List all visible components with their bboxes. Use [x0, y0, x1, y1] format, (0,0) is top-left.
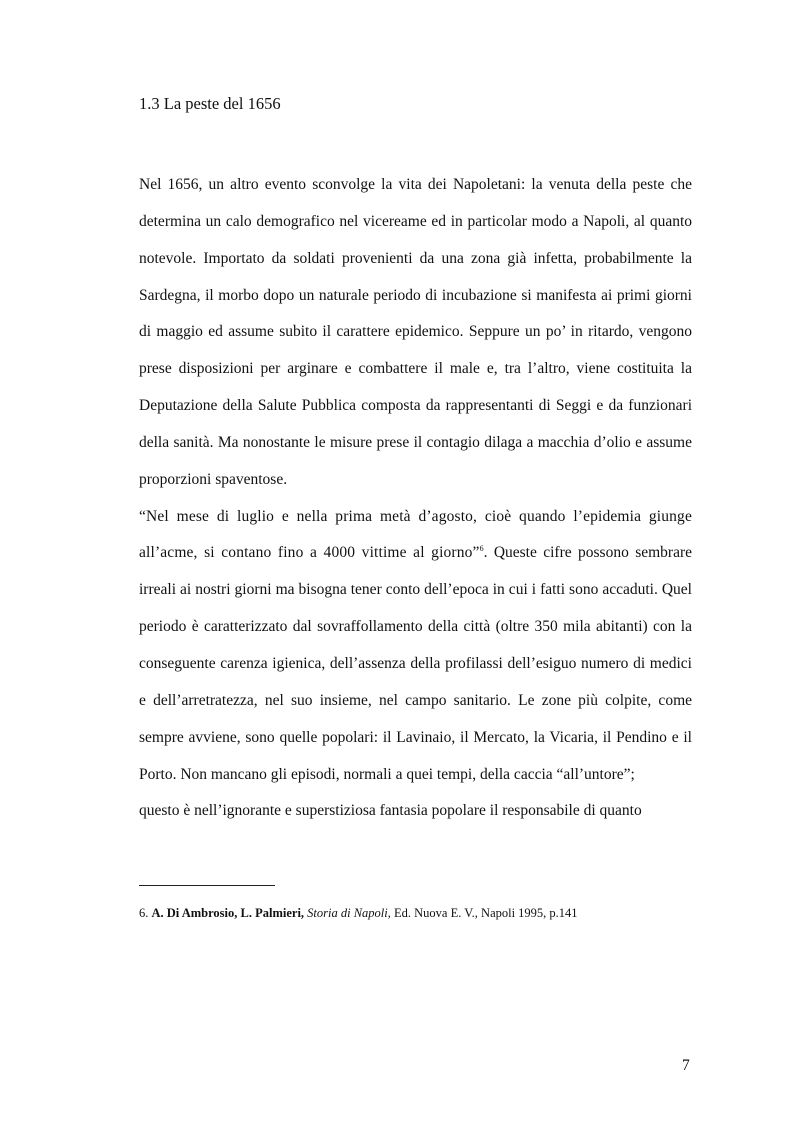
paragraph-plague-intro: Nel 1656, un altro evento sconvolge la vita dei Napoletani: la venuta della peste che determina un calo demografico nel vicereame ed in particolar modo a Napoli, al quanto notevole. Importato da soldati provenienti da una zona già infetta, probabilmente la Sardegna, il morbo dopo un naturale periodo di incubazione si manifesta ai primi giorni di maggio ed assume subito il carattere epidemico. Seppure un po’ in ritardo, vengono prese disposizioni per arginare e combattere il male e, tra l’altro, viene costituita la Deputazione della Salute Pubblica composta da rappresentanti di Seggi e da funzionari della sanità. Ma nonostante le misure prese il contagio dilaga a macchia d’olio e assume proporzioni spaventose.: [139, 176, 692, 488]
footnote: [139, 906, 699, 921]
footnote-authors: A. Di Ambrosio, L. Palmieri,: [151, 906, 305, 920]
quote-victims: “Nel mese di luglio e nella prima metà d’agosto, cioè quando l’epidemia giunge all’acme, si contano fino a 4000 vittime al giorno”: [139, 507, 692, 562]
footnote-divider: [139, 885, 275, 886]
page-number: 7: [682, 1057, 690, 1074]
paragraph-victims-rest: . Queste cifre possono sembrare irreali ai nostri giorni ma bisogna tener conto dell’epoca in cui i fatti sono accaduti. Quel periodo è caratterizzato dal sovraffollamento della città (oltre 350 mila abitanti) con la conseguente carenza igienica, dell’assenza della profilassi dell’esiguo numero di medici e dell’arretratezza, nel suo insieme, nel campo sanitario. Le zone più colpite, come sempre avviene, sono quelle popolari: il Lavinaio, il Mercato, la Vicaria, il Pendino e il Porto. Non mancano gli episodi, normali a quei tempi, della caccia “all’untore”;: [139, 544, 692, 783]
footnote-title: Storia di Napoli,: [307, 906, 391, 920]
footnote-publication: Ed. Nuova E. V., Napoli 1995, p.141: [394, 906, 578, 920]
section-heading: 1.3 La peste del 1656: [139, 94, 281, 113]
footnote-number: 6.: [139, 906, 149, 920]
paragraph-victims: [139, 499, 692, 794]
paragraph-untore: questo è nell’ignorante e superstiziosa fantasia popolare il responsabile di quanto: [139, 802, 642, 820]
body-text: [139, 167, 692, 830]
footnote-reference[interactable]: 6: [479, 544, 484, 554]
